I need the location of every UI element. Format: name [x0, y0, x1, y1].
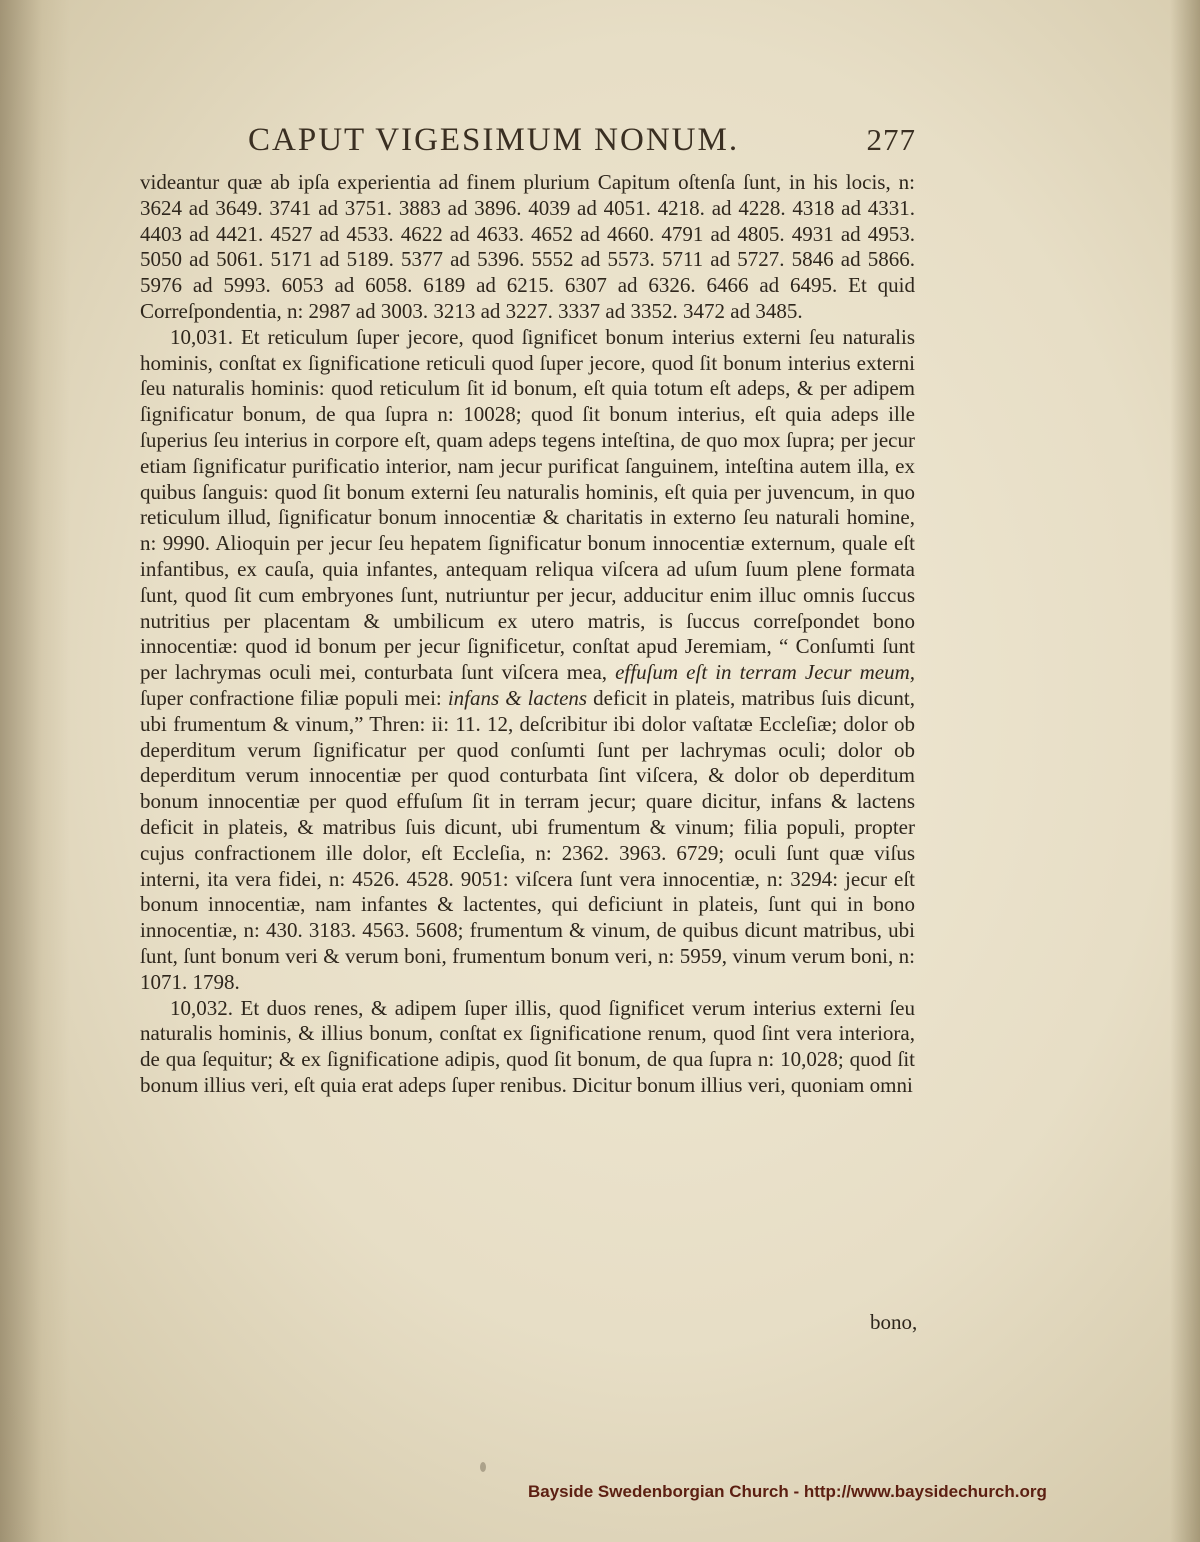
running-header	[140, 112, 930, 164]
page-number: 277	[866, 122, 916, 157]
paragraph-10031	[140, 325, 915, 996]
catchword: bono,	[870, 1310, 918, 1334]
page-body	[140, 170, 915, 1099]
paper-speck	[480, 1462, 486, 1472]
page-gutter-shadow	[0, 0, 70, 1542]
paragraph-continuation: videantur quæ ab ipſa experientia ad finem plurium Capitum oſtenſa ſunt, in his locis, n: 3624 ad 3649. 3741 ad 3751. 3883 ad 3896. 4039 ad 4051. 4218. ad 4228. 4318 ad 4331. 4403 ad 4421. 4527 ad 4533. 4622 ad 4633. 4652 ad 4660. 4791 ad 4805. 4931 ad 4953. 5050 ad 5061. 5171 ad 5189. 5377 ad 5396. 5552 ad 5573. 5711 ad 5727. 5846 ad 5866. 5976 ad 5993. 6053 ad 6058. 6189 ad 6215. 6307 ad 6326. 6466 ad 6495. Et quid Correſpondentia, n: 2987 ad 3003. 3213 ad 3227. 3337 ad 3352. 3472 ad 3485.	[140, 170, 915, 323]
page-edge-shadow	[1170, 0, 1200, 1542]
italic-quote: infans & lactens	[447, 685, 588, 710]
italic-quote: effuſum eſt in terram Jecur meum,	[615, 660, 915, 685]
paragraph-text: ſuper confractione filiæ populi mei:	[140, 685, 442, 710]
paragraph-10032: 10,032. Et duos renes, & adipem ſuper illis, quod ſignificet verum interius externi ſeu naturalis hominis, & illius bonum, conſtat ex ſignificatione renum, quod ſint vera interiora, de qua ſequitur; & ex ſignificatione adipis, quod ſit bonum, de qua ſupra n: 10,028; quod ſit bonum illius veri, eſt quia erat adeps ſuper renibus. Dicitur bonum illius veri, quoniam omni	[140, 995, 915, 1097]
watermark-credit: Bayside Swedenborgian Church - http://www.baysidechurch.org	[528, 1482, 1047, 1501]
chapter-title: CAPUT VIGESIMUM NONUM.	[248, 122, 740, 158]
paragraph-text: deficit in plateis, matribus ſuis dicunt, ubi frumentum & vinum,” Thren: ii: 11. 12, deſcribitur ibi dolor vaſtatæ Eccleſiæ; dolor ob deperditum verum ſignificatur per quod conſumti ſunt per lachrymas oculi; dolor ob deperditum verum innocentiæ per quod conturbata ſint viſcera, & dolor ob deperditum bonum innocentiæ per quod effuſum ſit in terram jecur; quare dicitur, infans & lactens deficit in plateis, & matribus ſuis dicunt, ubi frumentum & vinum; filia populi, propter cujus confractionem ille dolor, eſt Eccleſia, n: 2362. 3963. 6729; oculi ſunt quæ viſus interni, ita vera fidei, n: 4526. 4528. 9051: viſcera ſunt vera innocentiæ, n: 3294: jecur eſt bonum innocentiæ, nam infantes & lactentes, qui deficiunt in plateis, ſunt qui in bono innocentiæ, n: 430. 3183. 4563. 5608; frumentum & vinum, de quibus dicunt matribus, ubi ſunt, ſunt bonum veri & verum boni, frumentum bonum veri, n: 5959, vinum verum boni, n: 1071. 1798.	[140, 685, 915, 994]
paragraph-text: 10,031. Et reticulum ſuper jecore, quod ſignificet bonum interius externi ſeu naturalis hominis, conſtat ex ſignificatione reticuli quod ſuper jecore, quod ſit bonum interius externi ſeu naturalis hominis: quod reticulum ſit id bonum, eſt quia totum eſt adeps, & per adipem ſignificatur bonum, de qua ſupra n: 10028; quod ſit bonum interius, eſt quia adeps ille ſuperius ſeu interius in corpore eſt, quam adeps tegens inteſtina, de quo mox ſupra; per jecur etiam ſignificatur purificatio interior, nam jecur purificat ſanguinem, inteſtina autem illa, ex quibus ſanguis: quod ſit bonum externi ſeu naturalis hominis, eſt quia per juvencum, in quo reticulum illud, ſignificatur bonum innocentiæ & charitatis in externo ſeu naturali homine, n: 9990. Alioquin per jecur ſeu hepatem ſignificatur bonum innocentiæ externum, quale eſt infantibus, ex cauſa, quia infantes, antequam reliqua viſcera ad uſum ſuum plene formata ſunt, quod ſit cum embryones ſunt, nutriuntur per jecur, adducitur enim illuc omnis ſuccus nutritius per placentam & umbilicum ex utero matris, is ſuccus correſpondet bono innocentiæ: quod id bonum per jecur ſignificetur, conſtat apud Jeremiam, “ Conſumti ſunt per lachrymas oculi mei, conturbata ſunt viſcera mea,	[140, 324, 915, 685]
